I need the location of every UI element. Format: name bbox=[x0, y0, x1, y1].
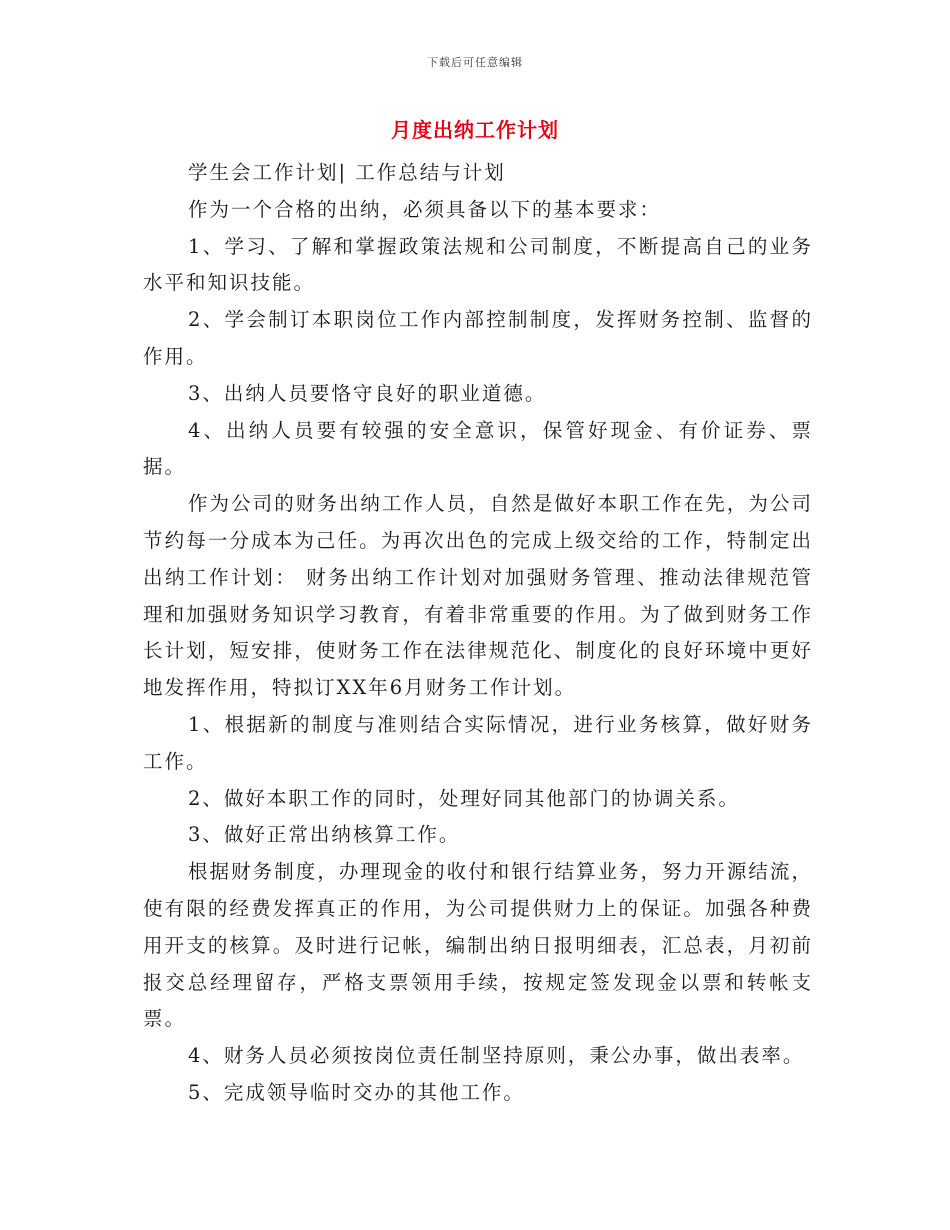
page-header-note: 下载后可任意编辑 bbox=[427, 56, 523, 69]
paragraph-plan-item-2: 2、做好本职工作的同时，处理好同其他部门的协调关系。 bbox=[188, 786, 740, 810]
paragraph-intro: 作为一个合格的出纳，必须具备以下的基本要求： bbox=[188, 197, 662, 221]
paragraph-requirement-3: 3、出纳人员要恪守良好的职业道德。 bbox=[188, 381, 547, 405]
paragraph-plan-item-4: 4、财务人员必须按岗位责任制坚持原则，秉公办事，做出表率。 bbox=[188, 1044, 805, 1068]
paragraph-plan-item-1: 1、根据新的制度与准则结合实际情况，进行业务核算，做好财务工作。 bbox=[143, 712, 813, 773]
paragraph-requirement-4: 4、出纳人员要有较强的安全意识，保管好现金、有价证券、票据。 bbox=[143, 418, 813, 479]
document-body bbox=[143, 155, 813, 1112]
paragraph-requirement-1: 1、学习、了解和掌握政策法规和公司制度，不断提高自己的业务水平和知识技能。 bbox=[143, 234, 813, 295]
document-title: 月度出纳工作计划 bbox=[391, 118, 559, 142]
paragraph-plan-overview: 作为公司的财务出纳工作人员，自然是做好本职工作在先，为公司节约每一分成本为己任。为再次出色的完成上级交给的工作，特制定出出纳工作计划： 财务出纳工作计划对加强财务管理、推动法律规范管理和加强财务知识学习教育，有着非常重要的作用。为了做到财务工作长计划，短安排，使财务工作在法律规范化、制度化的良好环境中更好地发挥作用，特拟订XX年6月财务工作计划。 bbox=[143, 492, 813, 700]
paragraph-subtitle: 学生会工作计划| 工作总结与计划 bbox=[188, 161, 506, 184]
paragraph-requirement-2: 2、学会制订本职岗位工作内部控制制度，发挥财务控制、监督的作用。 bbox=[143, 308, 813, 368]
paragraph-plan-item-3: 3、做好正常出纳核算工作。 bbox=[188, 823, 461, 847]
paragraph-plan-item-3-detail: 根据财务制度，办理现金的收付和银行结算业务，努力开源结流，使有限的经费发挥真正的作用，为公司提供财力上的保证。加强各种费用开支的核算。及时进行记帐，编制出纳日报明细表，汇总表，月初前报交总经理留存，严格支票领用手续，按规定签发现金以票和转帐支票。 bbox=[143, 860, 813, 1031]
paragraph-plan-item-5: 5、完成领导临时交办的其他工作。 bbox=[188, 1080, 525, 1104]
